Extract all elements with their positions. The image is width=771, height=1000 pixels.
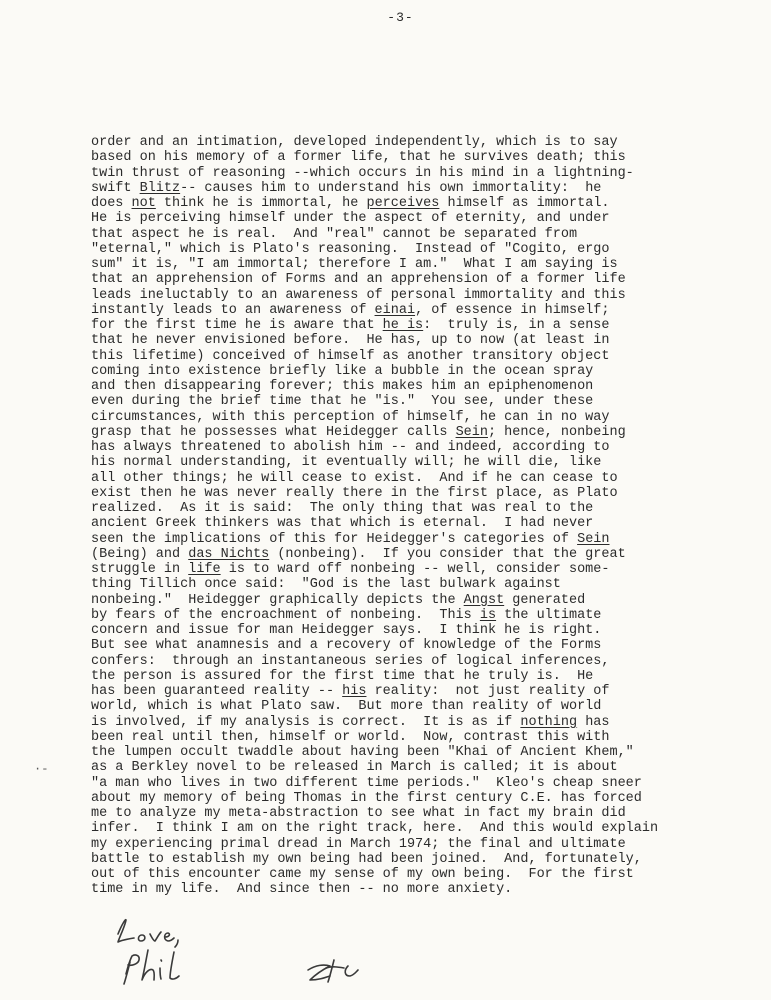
- line-text: does: [91, 196, 132, 211]
- line-text: seen the implications of this for Heidegger's categories of: [91, 531, 578, 547]
- line-text: realized. As it is said: The only thing that was real to the: [91, 501, 594, 516]
- line-text: that an apprehension of Forms and an apprehension of a former life: [91, 272, 626, 288]
- line-text: my experiencing primal dread in March 1974; the final and ultimate: [91, 836, 626, 852]
- line-text: think he is immortal, he: [155, 196, 367, 211]
- line-text: that aspect he is real. And "real" cannot be separated from: [91, 226, 578, 242]
- signature-closing-stroke: [150, 932, 161, 941]
- line-text: leads ineluctably to an awareness of personal immortality and this: [91, 287, 626, 303]
- body-line: [91, 669, 761, 684]
- signature-name-stroke: [160, 968, 161, 979]
- signature-initials-stroke: [345, 966, 358, 976]
- line-text: his normal understanding, it eventually will; he will die, like: [91, 455, 602, 471]
- underlined-text: Blitz: [139, 180, 181, 196]
- body-line: [91, 166, 761, 181]
- line-text: for the first time he is aware that: [91, 318, 383, 333]
- body-line: [91, 318, 761, 333]
- body-line: [91, 715, 761, 730]
- line-text: and then disappearing forever; this makes him an epiphenomenon: [91, 379, 594, 394]
- signature-closing-stroke: [118, 920, 134, 942]
- line-text: order and an intimation, developed independently, which is to say: [91, 135, 618, 150]
- body-line: [91, 745, 761, 760]
- signature-initials-stroke: [326, 967, 344, 968]
- line-text: me to analyze my meta-abstraction to see what in fact my brain did: [91, 806, 626, 821]
- line-text: is involved, if my analysis is correct. It is as if: [91, 714, 521, 730]
- signature-name-stroke: [161, 960, 162, 961]
- line-text: time in my life. And since then -- no more anxiety.: [91, 882, 513, 898]
- line-text: the lumpen occult twaddle about having been "Khai of Ancient Khem,": [91, 745, 634, 760]
- line-text: circumstances, with this perception of himself, he can in no way: [91, 409, 610, 425]
- underlined-text: einai: [374, 302, 416, 318]
- underlined-text: life: [188, 562, 221, 577]
- underlined-text: Angst: [463, 592, 505, 608]
- line-text: sum" it is, "I am immortal; therefore I am." What I am saying is: [91, 257, 618, 272]
- body-line: [91, 410, 761, 425]
- body-line: [91, 791, 761, 806]
- line-text: has been guaranteed reality --: [91, 684, 343, 699]
- line-text: ; hence, nonbeing: [487, 424, 626, 440]
- body-line: [91, 196, 761, 211]
- line-text: thing Tillich once said: "God is the last bulwark against: [91, 577, 561, 593]
- body-line: [91, 760, 761, 775]
- body-line: [91, 806, 761, 821]
- line-text: about my memory of being Thomas in the first century C.E. has forced: [91, 790, 642, 806]
- letter-body: [91, 135, 761, 898]
- body-line: [91, 638, 761, 653]
- line-text: even during the brief time that he "is." You see, under these: [91, 394, 594, 410]
- line-text: confers: through an instantaneous series of logical inferences,: [91, 653, 610, 669]
- body-line: [91, 623, 761, 638]
- line-text: nonbeing." Heidegger graphically depicts the: [91, 592, 464, 608]
- underlined-text: he is: [382, 318, 424, 333]
- line-text: , of essence in himself;: [415, 302, 610, 318]
- body-line: [91, 654, 761, 669]
- line-text: (Being) and: [91, 546, 189, 562]
- line-text: as a Berkley novel to be released in March is called; it is about: [91, 760, 618, 776]
- line-text: has: [577, 714, 610, 730]
- body-line: [91, 867, 761, 882]
- body-line: [91, 227, 761, 242]
- line-text: by fears of the encroachment of nonbeing. This: [91, 607, 480, 623]
- signature-initials-stroke: [328, 960, 334, 982]
- line-text: that he never envisioned before. He has, up to now (at least in: [91, 333, 610, 349]
- body-line: [91, 288, 761, 303]
- line-text: instantly leads to an awareness of: [91, 302, 375, 318]
- body-line: [91, 425, 761, 440]
- line-text: out of this encounter came my sense of my own being. For the first: [91, 867, 634, 882]
- line-text: ancient Greek thinkers was that which is eternal. I had never: [91, 516, 594, 532]
- line-text: all other things; he will cease to exist. And if he can cease to: [91, 470, 618, 486]
- body-line: [91, 242, 761, 257]
- underlined-text: Sein: [455, 424, 488, 440]
- body-line: [91, 882, 761, 897]
- body-line: [91, 181, 761, 196]
- line-text: generated: [504, 592, 586, 608]
- line-text: been real until then, himself or world. Now, contrast this with: [91, 729, 610, 745]
- body-line: [91, 471, 761, 486]
- line-text: the ultimate: [496, 607, 602, 623]
- line-text: grasp that he possesses what Heidegger calls: [91, 424, 456, 440]
- line-text: struggle in: [91, 562, 189, 577]
- body-line: [91, 501, 761, 516]
- body-line: [91, 440, 761, 455]
- line-text: -- causes him to understand his own immortality: he: [180, 180, 602, 196]
- signature-closing-stroke: [175, 940, 178, 947]
- body-line: [91, 333, 761, 348]
- body-line: [91, 211, 761, 226]
- body-line: [91, 730, 761, 745]
- underlined-text: his: [342, 684, 367, 699]
- body-line: [91, 699, 761, 714]
- body-line: [91, 364, 761, 379]
- margin-mark: ·-: [34, 762, 49, 776]
- signature-closing-stroke: [138, 935, 144, 941]
- line-text: (nonbeing). If you consider that the great: [269, 546, 626, 562]
- body-line: [91, 684, 761, 699]
- body-line: [91, 593, 761, 608]
- body-line: [91, 608, 761, 623]
- underlined-text: perceives: [366, 196, 440, 211]
- handwritten-signature: [112, 910, 392, 1000]
- line-text: : truly is, in a sense: [423, 318, 610, 333]
- underlined-text: nothing: [520, 714, 578, 730]
- body-line: [91, 257, 761, 272]
- line-text: exist then he was never really there in the first place, as Plato: [91, 485, 618, 501]
- body-line: [91, 577, 761, 592]
- underlined-text: not: [131, 196, 156, 211]
- body-line: [91, 486, 761, 501]
- body-line: [91, 394, 761, 409]
- body-line: [91, 562, 761, 577]
- body-line: [91, 349, 761, 364]
- body-line: [91, 776, 761, 791]
- body-line: [91, 516, 761, 531]
- line-text: coming into existence briefly like a bubble in the ocean spray: [91, 363, 594, 379]
- line-text: has always threatened to abolish him -- and indeed, according to: [91, 440, 610, 455]
- body-line: [91, 837, 761, 852]
- signature-name-stroke: [142, 950, 154, 980]
- line-text: is to ward off nonbeing -- well, consider some-: [220, 562, 610, 577]
- body-line: [91, 135, 761, 150]
- body-line: [91, 547, 761, 562]
- line-text: "a man who lives in two different time periods." Kleo's cheap sneer: [91, 775, 642, 791]
- line-text: this lifetime) conceived of himself as another transitory object: [91, 348, 610, 364]
- body-line: [91, 852, 761, 867]
- body-line: [91, 532, 761, 547]
- line-text: reality: not just reality of: [366, 684, 610, 699]
- line-text: concern and issue for man Heidegger says. I think he is right.: [91, 623, 602, 638]
- line-text: infer. I think I am on the right track, here. And this would explain: [91, 821, 659, 837]
- signature-name-stroke: [170, 952, 179, 979]
- line-text: swift: [91, 180, 140, 196]
- body-line: [91, 379, 761, 394]
- underlined-text: is: [479, 607, 497, 623]
- line-text: based on his memory of a former life, that he survives death; this: [91, 150, 626, 166]
- signature-name-stroke: [124, 962, 130, 984]
- line-text: "eternal," which is Plato's reasoning. Instead of "Cogito, ergo: [91, 241, 610, 257]
- line-text: battle to establish my own being had been joined. And, fortunately,: [91, 851, 642, 867]
- line-text: world, which is what Plato saw. But more than reality of world: [91, 699, 602, 715]
- line-text: the person is assured for the first time that he truly is. He: [91, 668, 594, 684]
- line-text: himself as immortal.: [439, 196, 610, 211]
- body-line: [91, 821, 761, 836]
- line-text: He is perceiving himself under the aspect of eternity, and under: [91, 211, 610, 227]
- body-line: [91, 272, 761, 287]
- page-number: -3-: [387, 10, 414, 25]
- underlined-text: Sein: [577, 531, 610, 547]
- underlined-text: das Nichts: [188, 546, 270, 562]
- body-line: [91, 455, 761, 470]
- signature-closing-stroke: [165, 933, 174, 941]
- line-text: twin thrust of reasoning --which occurs in his mind in a lightning-: [91, 165, 634, 181]
- body-line: [91, 303, 761, 318]
- body-line: [91, 150, 761, 165]
- line-text: But see what anamnesis and a recovery of knowledge of the Forms: [91, 638, 602, 654]
